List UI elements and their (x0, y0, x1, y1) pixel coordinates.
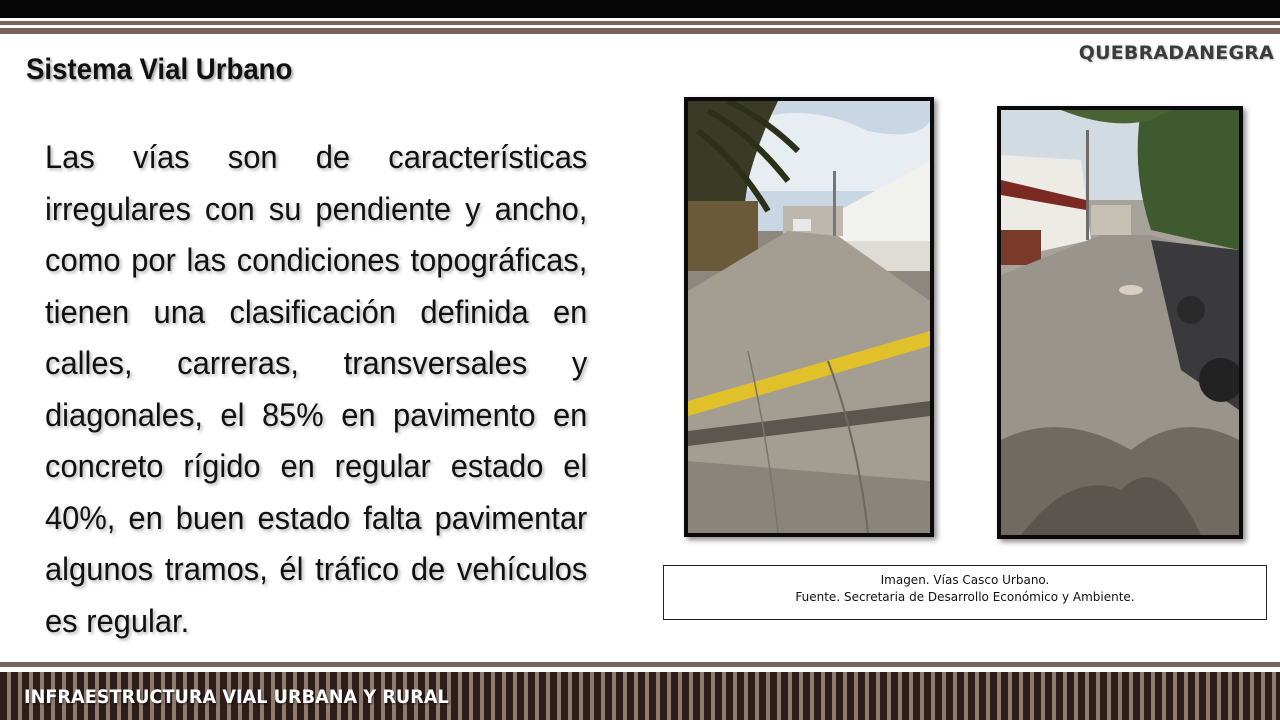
footer-label: INFRAESTRUCTURA VIAL URBANA Y RURAL (24, 686, 449, 708)
top-band-lower (0, 28, 1280, 34)
street-photo-2 (997, 106, 1243, 539)
image-caption (663, 565, 1267, 620)
street-photo-1 (684, 97, 934, 537)
caption-title: Imagen. Vías Casco Urbano. (880, 573, 1050, 587)
top-black-bar (0, 0, 1280, 18)
top-band (0, 21, 1280, 25)
caption-source: Fuente. Secretaria de Desarrollo Económico y Ambiente. (795, 590, 1135, 604)
section-title: Sistema Vial Urbano (26, 53, 293, 86)
body-paragraph: Las vías son de características irregulares con su pendiente y ancho, como por las condiciones topográficas, tienen una clasificación definida en calles, carreras, transversales y diagonales, el 85% en pavimento en concreto rígido en regular estado el 40%, en buen estado falta pavimentar algunos tramos, él tráfico de vehículos es regular. (45, 139, 588, 639)
bottom-band (0, 662, 1280, 667)
municipality-label: QUEBRADANEGRA (1078, 42, 1274, 64)
